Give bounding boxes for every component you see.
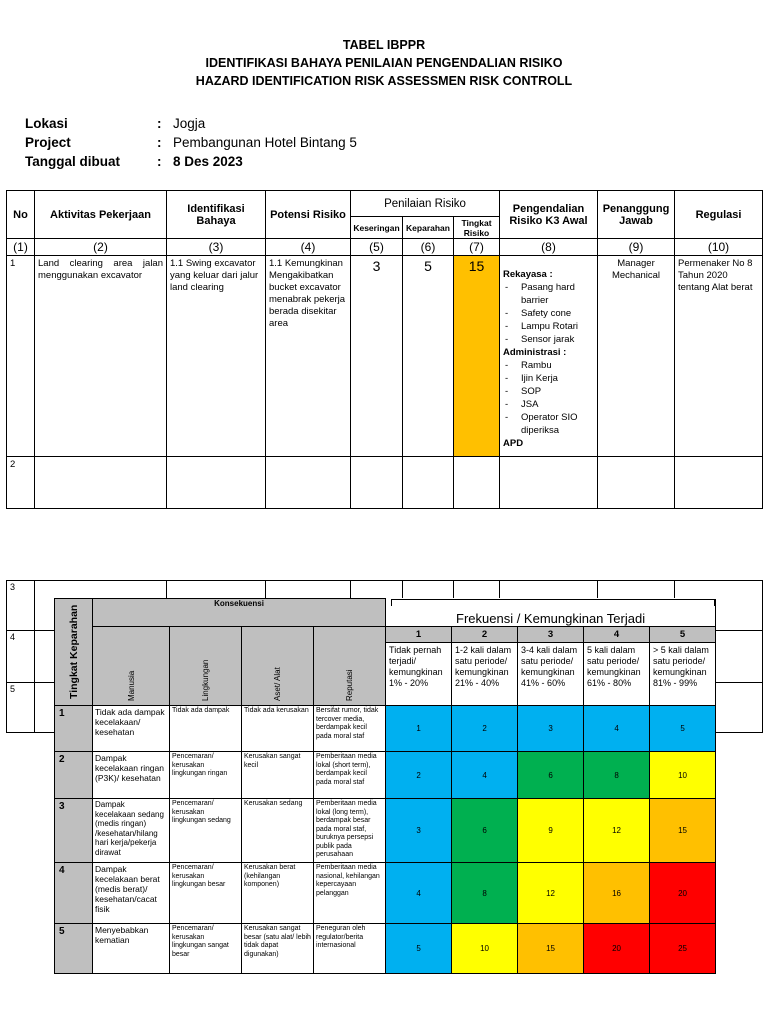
row-identifikasi: 1.1 Swing excavator yang keluar dari jalur land clearing: [170, 258, 259, 293]
col-reputasi: Reputasi: [314, 627, 386, 706]
manusia-desc: Dampak kecelakaan berat (medis berat)/ kesehatan/cacat fisik: [95, 864, 160, 914]
freq-desc: 1-2 kali dalam satu periode/ kemungkinan 21% - 40%: [455, 645, 512, 689]
risk-cell: 15: [650, 799, 716, 863]
reputasi-desc: Peneguran oleh regulator/berita internasional: [316, 925, 366, 949]
list-item: - Sensor jarak: [503, 333, 595, 346]
matrix-row: [55, 863, 716, 924]
aset-desc: Kerusakan sangat kecil: [244, 753, 301, 769]
colnum: (6): [403, 239, 454, 256]
ibppr-table: [6, 190, 763, 509]
row-potensi: 1.1 Kemungkinan Mengakibatkan bucket excavator menabrak pekerja berada disekitar area: [269, 258, 346, 329]
lingkungan-desc: Pencemaran/ kerusakan lingkungan besar: [172, 864, 226, 888]
colnum: (2): [35, 239, 167, 256]
col-lingkungan: Lingkungan: [170, 627, 242, 706]
risk-cell: 1: [386, 706, 452, 752]
risk-cell: 20: [650, 863, 716, 924]
severity-level: 1: [59, 708, 65, 719]
manusia-desc: Tidak ada dampak kecelakaan/ kesehatan: [95, 707, 165, 737]
header-no: No: [7, 191, 35, 239]
risk-cell: 2: [386, 752, 452, 799]
header-regulasi: Regulasi: [675, 191, 763, 239]
list-item: - Safety cone: [503, 307, 595, 320]
severity-level: 3: [59, 801, 65, 812]
row-pengendalian: [500, 256, 598, 457]
header-tingkat: Tingkat Risiko: [454, 217, 500, 239]
risk-cell: 6: [452, 799, 518, 863]
risk-cell: 20: [584, 924, 650, 974]
colnum: (4): [266, 239, 351, 256]
lingkungan-desc: Tidak ada dampak: [172, 707, 230, 714]
risk-cell: 8: [452, 863, 518, 924]
project-value: Pembangunan Hotel Bintang 5: [173, 135, 357, 150]
risk-cell: 6: [518, 752, 584, 799]
table-row: [7, 457, 763, 509]
matrix-row: [55, 752, 716, 799]
freq-desc: Tidak pernah terjadi/ kemungkinan 1% - 20%: [389, 645, 443, 689]
list-item: - Lampu Rotari: [503, 320, 595, 333]
table-row: [7, 256, 763, 457]
list-item: - Rambu: [503, 359, 595, 372]
aset-desc: Tidak ada kerusakan: [244, 707, 309, 714]
row-keseringan: 3: [372, 258, 381, 274]
header-potensi: Potensi Risiko: [266, 191, 351, 239]
matrix-row: [55, 799, 716, 863]
list-item: - Operator SIO diperiksa: [503, 411, 595, 437]
colnum: (9): [598, 239, 675, 256]
lingkungan-desc: Pencemaran/ kerusakan lingkungan sangat besar: [172, 925, 229, 958]
col-manusia: Manusia: [93, 627, 170, 706]
tanggal-value: 8 Des 2023: [173, 154, 243, 169]
lingkungan-desc: Pencemaran/ kerusakan lingkungan sedang: [172, 800, 231, 824]
risk-cell: 2: [452, 706, 518, 752]
colon: :: [157, 154, 162, 169]
lingkungan-desc: Pencemaran/ kerusakan lingkungan ringan: [172, 753, 228, 777]
row-keparahan: 5: [424, 258, 432, 274]
list-item: - JSA: [503, 398, 595, 411]
konsekuensi-header: Konsekuensi: [93, 599, 386, 627]
tanggal-label: Tanggal dibuat: [25, 154, 120, 169]
freq-level: 1: [386, 627, 452, 643]
reputasi-desc: Pemberitaan media lokal (long term), berdampak besar pada moral staf, buruknya persepsi publik pada perusahaan: [316, 800, 377, 858]
frekuensi-bracket: [391, 599, 715, 606]
severity-level: 5: [59, 926, 65, 937]
document-title: [0, 36, 768, 90]
freq-level: 5: [650, 627, 716, 643]
row-no: 4: [7, 631, 35, 683]
matrix-row: [55, 706, 716, 752]
risk-cell: 9: [518, 799, 584, 863]
col-aset: Aset/ Alat: [242, 627, 314, 706]
risk-cell: 10: [452, 924, 518, 974]
title-line-3: HAZARD IDENTIFICATION RISK ASSESSMEN RISK CONTROLL: [195, 74, 573, 88]
risk-cell: 4: [452, 752, 518, 799]
freq-desc: 5 kali dalam satu periode/ kemungkinan 61% - 80%: [587, 645, 641, 689]
list-item: - SOP: [503, 385, 595, 398]
row-no: 5: [7, 683, 35, 733]
list-item: - Ijin Kerja: [503, 372, 595, 385]
freq-level: 3: [518, 627, 584, 643]
risk-cell: 8: [584, 752, 650, 799]
info-lokasi: [25, 114, 357, 133]
info-tanggal: [25, 152, 357, 171]
aset-desc: Kerusakan sedang: [244, 800, 303, 807]
colon: :: [157, 135, 162, 150]
rekayasa-list: [503, 281, 595, 346]
risk-cell: 12: [584, 799, 650, 863]
header-penanggung: Penanggung Jawab: [598, 191, 675, 239]
title-line-2: IDENTIFIKASI BAHAYA PENILAIAN PENGENDALIAN RISIKO: [205, 56, 563, 70]
risk-cell: 12: [518, 863, 584, 924]
risk-cell: 5: [650, 706, 716, 752]
risk-cell: 5: [386, 924, 452, 974]
row-tingkat: 15: [468, 258, 485, 274]
colnum: (3): [167, 239, 266, 256]
apd-label: APD: [503, 438, 524, 449]
freq-level: 4: [584, 627, 650, 643]
title-line-1: TABEL IBPPR: [342, 38, 426, 52]
risk-cell: 4: [584, 706, 650, 752]
header-keparahan: Keparahan: [403, 217, 454, 239]
rekayasa-label: Rekayasa :: [503, 269, 553, 280]
header-penilaian: Penilaian Risiko: [351, 191, 500, 217]
risk-cell: 15: [518, 924, 584, 974]
header-pengendalian: Pengendalian Risiko K3 Awal: [500, 191, 598, 239]
freq-desc: > 5 kali dalam satu periode/ kemungkinan 81% - 99%: [653, 645, 709, 689]
matrix-row: [55, 924, 716, 974]
risk-cell: 10: [650, 752, 716, 799]
header-identifikasi: Identifikasi Bahaya: [167, 191, 266, 239]
row-regulasi: Permenaker No 8 Tahun 2020 tentang Alat berat: [678, 258, 753, 293]
reputasi-desc: Pemberitaan media lokal (short term), berdampak kecil pada moral staf: [316, 753, 377, 786]
lokasi-label: Lokasi: [25, 116, 68, 131]
manusia-desc: Dampak kecelakaan ringan (P3K)/ kesehatan: [95, 753, 164, 783]
risk-cell: 3: [518, 706, 584, 752]
row-no: 1: [10, 258, 16, 269]
reputasi-desc: Pemberitaan media nasional, kehilangan kepercayaan pelanggan: [316, 864, 380, 897]
row-aktivitas: Land clearing area jalan menggunakan excavator: [38, 258, 163, 281]
lokasi-value: Jogja: [173, 116, 206, 131]
header-keseringan: Keseringan: [351, 217, 403, 239]
administrasi-label: Administrasi :: [503, 347, 567, 358]
row-penanggung: Manager Mechanical: [611, 258, 661, 281]
project-label: Project: [25, 135, 71, 150]
row-no: 3: [7, 581, 35, 631]
colnum: (1): [7, 239, 35, 256]
freq-desc: 3-4 kali dalam satu periode/ kemungkinan 41% - 60%: [521, 645, 578, 689]
column-numbers: [7, 239, 763, 256]
freq-level: 2: [452, 627, 518, 643]
manusia-desc: Dampak kecelakaan sedang (medis ringan) /kesehatan/hilang hari kerja/pekerja dirawat: [95, 800, 164, 857]
risk-matrix: [54, 598, 716, 974]
colnum: (10): [675, 239, 763, 256]
list-item: - Pasang hard barrier: [503, 281, 595, 307]
risk-cell: 4: [386, 863, 452, 924]
colnum: (8): [500, 239, 598, 256]
severity-level: 2: [59, 754, 65, 765]
info-project: [25, 133, 357, 152]
colnum: (7): [454, 239, 500, 256]
reputasi-desc: Bersifat rumor, tidak tercover media, berdampak kecil pada moral staf: [316, 707, 379, 740]
row-no: 2: [10, 459, 16, 470]
manusia-desc: Menyebabkan kematian: [95, 925, 149, 945]
header-aktivitas: Aktivitas Pekerjaan: [35, 191, 167, 239]
aset-desc: Kerusakan sangat besar (satu alat/ lebih tidak dapat digunakan): [244, 925, 311, 958]
risk-cell: 25: [650, 924, 716, 974]
frekuensi-title: Frekuensi / Kemungkinan Terjadi: [386, 599, 716, 627]
tingkat-keparahan-header: Tingkat Keparahan: [55, 599, 93, 706]
risk-cell: 3: [386, 799, 452, 863]
severity-level: 4: [59, 865, 65, 876]
row-tingkat-cell: [454, 256, 500, 457]
colnum: (5): [351, 239, 403, 256]
administrasi-list: [503, 359, 595, 437]
colon: :: [157, 116, 162, 131]
aset-desc: Kerusakan berat (kehilangan komponen): [244, 864, 296, 888]
risk-cell: 16: [584, 863, 650, 924]
info-block: [25, 114, 357, 171]
